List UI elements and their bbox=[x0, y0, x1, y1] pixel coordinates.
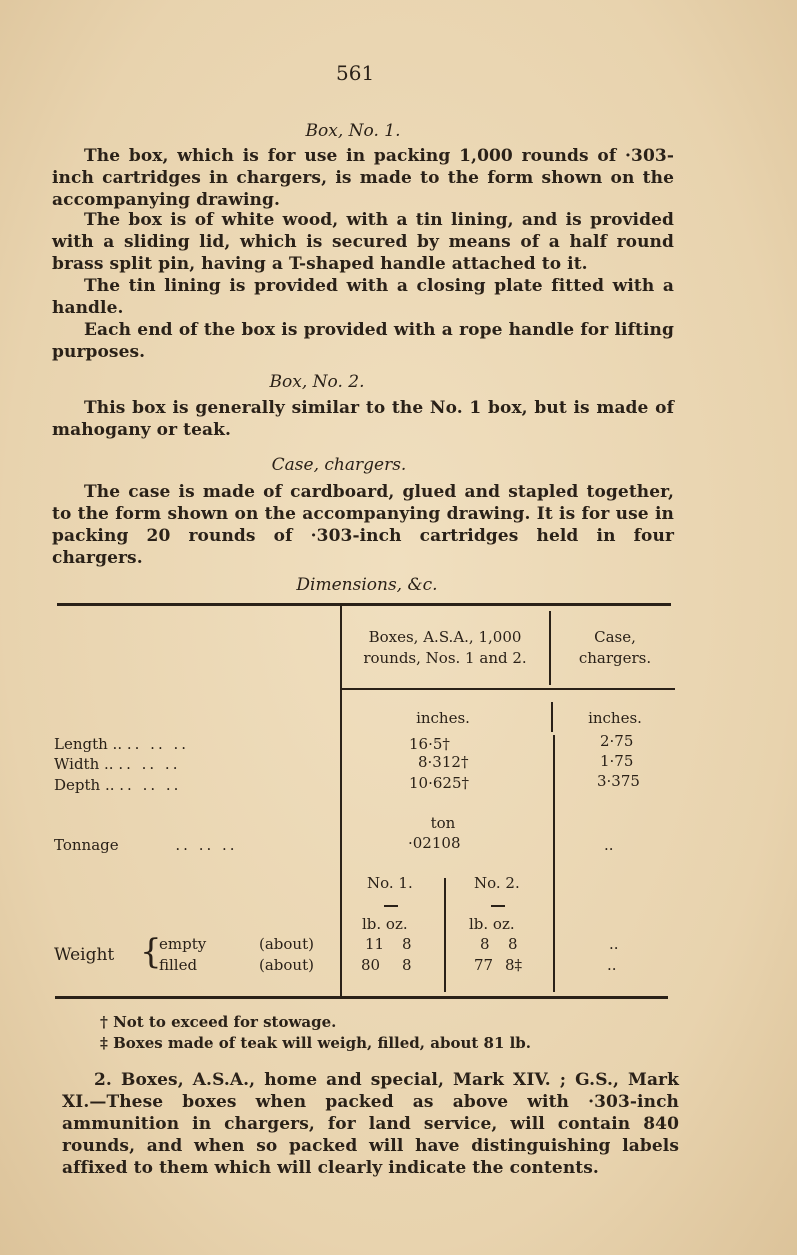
subcolumn-header: No. 2. bbox=[474, 874, 520, 892]
paragraph: This box is generally similar to the No. 1 box, but is made of mahogany or teak. bbox=[52, 398, 674, 440]
row-label-text: Length .. bbox=[54, 735, 123, 753]
page-number: 561 bbox=[336, 61, 375, 85]
row-label bbox=[54, 734, 334, 755]
paragraph: 2. Boxes, A.S.A., home and special, Mark XIV. ; G.S., Mark XI.—These boxes when packed as above with ·303-inch ammunition in chargers, for land service, will contain 840 rounds, and when so packed will have distinguishing labels affixed to them which will clearly indicate the contents. bbox=[62, 1070, 679, 1178]
paragraph: The tin lining is provided with a closing plate fitted with a handle. bbox=[52, 276, 674, 318]
table-top-rule bbox=[57, 603, 671, 606]
row-label: Weight bbox=[54, 945, 115, 965]
sub-label: filled bbox=[159, 956, 198, 974]
row-label bbox=[54, 775, 334, 796]
footnote: ‡ Boxes made of teak will weigh, filled, about 81 lb. bbox=[100, 1034, 532, 1052]
heading-case-chargers: Case, chargers. bbox=[271, 455, 407, 475]
table-cell: 2·75 bbox=[600, 732, 634, 750]
dash bbox=[384, 905, 398, 907]
unit-label: inches. bbox=[588, 709, 642, 727]
row-label bbox=[54, 754, 334, 775]
header-underline bbox=[341, 688, 675, 690]
table-cell: .. bbox=[609, 935, 619, 953]
table-divider bbox=[549, 611, 551, 685]
table-divider bbox=[551, 702, 553, 732]
row-label-text: Depth .. bbox=[54, 776, 115, 794]
unit-label: inches. bbox=[416, 709, 470, 727]
table-divider bbox=[553, 735, 555, 992]
table-cell: 16·5† bbox=[409, 735, 450, 753]
row-label bbox=[54, 835, 334, 856]
table-cell: ·02108 bbox=[408, 834, 461, 852]
table-cell: 80 bbox=[361, 956, 381, 974]
table-cell: 8 bbox=[402, 956, 412, 974]
brace: { bbox=[140, 932, 162, 972]
row-label-text: Tonnage bbox=[54, 836, 119, 854]
unit-label: ton bbox=[430, 814, 456, 832]
subcolumn-header: No. 1. bbox=[367, 874, 413, 892]
table-cell: 8 bbox=[508, 935, 518, 953]
table-cell: .. bbox=[607, 956, 617, 974]
row-label-text: Width .. bbox=[54, 755, 114, 773]
unit-label: lb. oz. bbox=[469, 915, 515, 933]
table-divider bbox=[340, 606, 342, 996]
leader-dots: .. .. .. bbox=[118, 755, 181, 773]
paragraph: Each end of the box is provided with a rope handle for lifting purposes. bbox=[52, 320, 674, 362]
table-cell: 8 bbox=[402, 935, 412, 953]
leader-dots: .. .. .. bbox=[175, 836, 238, 854]
paragraph: The case is made of cardboard, glued and stapled together, to the form shown on the accompanying drawing. It is for use in packing 20 rounds of ·303-inch cartridges held in four chargers. bbox=[52, 482, 674, 568]
column-header: Case, chargers. bbox=[578, 628, 652, 667]
table-cell: 10·625† bbox=[409, 774, 469, 792]
heading-box-no2: Box, No. 2. bbox=[269, 372, 365, 392]
dash bbox=[491, 905, 505, 907]
table-cell: 11 bbox=[365, 935, 385, 953]
table-cell: 3·375 bbox=[597, 772, 640, 790]
paragraph: The box, which is for use in packing 1,000 rounds of ·303-inch cartridges in chargers, is made to the form shown on the accompanying drawing. bbox=[52, 146, 674, 210]
table-bottom-rule bbox=[55, 996, 668, 999]
table-cell: 77 bbox=[474, 956, 494, 974]
heading-box-no1: Box, No. 1. bbox=[305, 121, 401, 141]
table-divider bbox=[444, 878, 446, 992]
qualifier: (about) bbox=[259, 935, 314, 953]
table-cell: 8 bbox=[480, 935, 490, 953]
table-cell: 1·75 bbox=[600, 752, 634, 770]
column-header: Boxes, A.S.A., 1,000 rounds, Nos. 1 and 2. bbox=[363, 628, 527, 667]
leader-dots: .. .. .. bbox=[119, 776, 182, 794]
table-cell: 8·312† bbox=[418, 753, 469, 771]
paragraph: The box is of white wood, with a tin lining, and is provided with a sliding lid, which is secured by means of a half round brass split pin, having a T-shaped handle attached to it. bbox=[52, 210, 674, 274]
table-cell: 8‡ bbox=[505, 956, 523, 974]
sub-label: empty bbox=[159, 935, 207, 953]
footnote: † Not to exceed for stowage. bbox=[100, 1013, 337, 1031]
unit-label: lb. oz. bbox=[362, 915, 408, 933]
qualifier: (about) bbox=[259, 956, 314, 974]
table-cell: .. bbox=[604, 836, 614, 854]
heading-dimensions: Dimensions, &c. bbox=[296, 575, 438, 595]
leader-dots: .. .. .. bbox=[126, 735, 190, 753]
